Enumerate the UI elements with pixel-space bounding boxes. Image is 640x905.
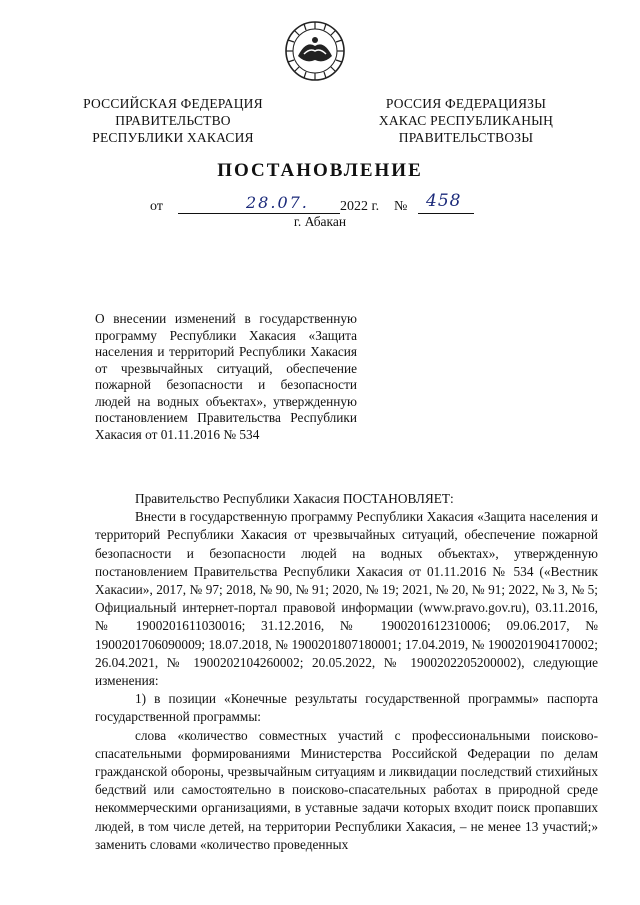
paragraph: Внести в государственную программу Республики Хакасия «Защита населения и территорий Республики Хакасия от чрезвычайных ситуаций, обеспечение пожарной безопасности и безопасности людей на водных объектах», утвержденную постановлением Правительства Республики Хакасия от 01.11.2016 № 534 («Вестник Хакасии», 2017, № 97; 2018, № 90, № 91; 2020, № 19; 2021, № 20, № 91; 2022, № 3, № 5; Официальный интернет-портал правовой информации (www.pravo.gov.ru), 03.11.2016, № 1900201611030016; 31.12.2016, № 1900201612310006; 09.06.2017, № 1900201706090009; 18.07.2018, № 1900201807180001; 17.04.2019, № 1900201904170002; 26.04.2021, № 1900202104260002; 20.05.2022, № 1900202205200002), следующие изменения: (95, 509, 598, 689)
subject-block: О внесении изменений в государственную программу Республики Хакасия «Защита населения и территорий Республики Хакасия от чрезвычайных ситуаций, обеспечение пожарной безопасности и безопасности людей на водных объектах», утвержденную постановлением Правительства Республики Хакасия от 01.11.2016 № 534 (95, 311, 357, 442)
header-left-line: РЕСПУБЛИКИ ХАКАСИЯ (92, 130, 254, 145)
header-right-line: ПРАВИТЕЛЬСТВОЗЫ (398, 130, 534, 145)
number-sign: № (394, 199, 408, 214)
handwritten-date: 28.07. (246, 193, 309, 212)
date-prefix: от (150, 199, 163, 214)
paragraph: 1) в позиции «Конечные результаты государственной программы» паспорта государственной программы: (95, 691, 598, 725)
body-text (95, 490, 598, 854)
header-left-line: РОССИЙСКАЯ ФЕДЕРАЦИЯ (83, 96, 263, 111)
city-label: г. Абакан (293, 214, 347, 229)
document-title: ПОСТАНОВЛЕНИЕ (217, 160, 423, 181)
khakassia-coat-of-arms-icon (284, 20, 346, 82)
year-label: 2022 г. (340, 199, 380, 214)
paragraph: слова «количество совместных участий с профессиональными поисково-спасательными формированиями Министерства Российской Федерации по делам гражданской обороны, чрезвычайным ситуациям и ликвидации последствий стихийных бедствий или самостоятельно в поисково-спасательных работах в природной среде некоммерческими организациями, в уставные задачи которых входит поиск пропавших людей, в том числе детей, на территории Республики Хакасия, – не менее 13 участий;» заменить словами «количество проведенных (95, 727, 598, 852)
header-left (78, 95, 268, 146)
header-left-line: ПРАВИТЕЛЬСТВО (115, 113, 231, 128)
paragraph: Правительство Республики Хакасия ПОСТАНОВЛЯЕТ: (135, 491, 454, 506)
handwritten-number: 458 (426, 191, 462, 211)
header-right-line: РОССИЯ ФЕДЕРАЦИЯЗЫ (385, 96, 547, 111)
header-right (366, 95, 566, 146)
header-right-line: ХАКАС РЕСПУБЛИКАНЫҢ (378, 113, 554, 128)
